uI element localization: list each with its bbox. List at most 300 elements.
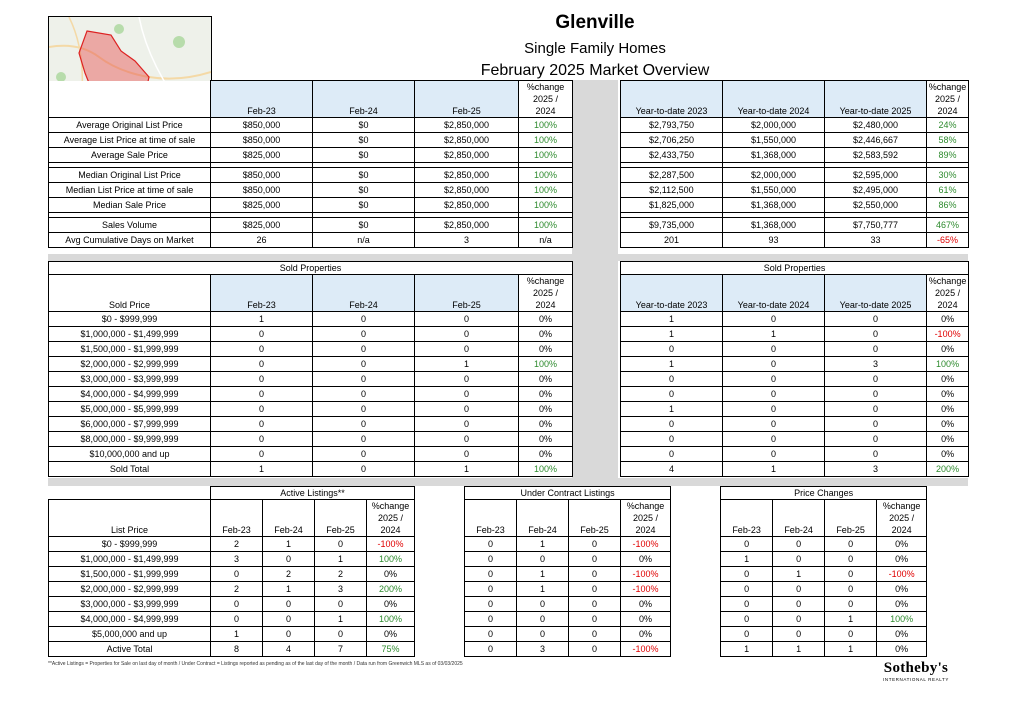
value-cell: 0 [723,402,825,417]
value-cell: 0 [211,387,313,402]
gap-cell [573,81,621,118]
summary-table [48,80,969,248]
value-cell: 0 [773,627,825,642]
row-label: $8,000,000 - $9,999,999 [49,432,211,447]
gap-cell [573,275,621,312]
column-header: Year-to-date 2023 [621,275,723,312]
value-cell: 0 [773,552,825,567]
value-cell: 0 [723,417,825,432]
gap-cell [573,133,621,148]
row-label: $2,000,000 - $2,999,999 [49,357,211,372]
value-cell: 0 [313,357,415,372]
value-cell: 0 [621,372,723,387]
gap-cell [671,597,721,612]
logo-tagline: INTERNATIONAL REALTY [883,677,949,682]
value-cell: 0 [569,612,621,627]
value-cell: 100% [367,612,415,627]
value-cell: 86% [927,198,969,213]
value-cell: 0 [465,567,517,582]
value-cell: 3 [211,552,263,567]
table-row [49,198,969,213]
value-cell: $850,000 [211,133,313,148]
value-cell: 4 [621,462,723,477]
value-cell: $9,735,000 [621,218,723,233]
value-cell: 0 [315,627,367,642]
value-cell: $1,368,000 [723,218,825,233]
row-label: $10,000,000 and up [49,447,211,462]
value-cell: 0 [517,597,569,612]
value-cell: $850,000 [211,118,313,133]
value-cell: 0 [211,342,313,357]
pct-change-header: %change 2025 / 2024 [927,275,969,312]
value-cell: 0 [621,447,723,462]
value-cell: 75% [367,642,415,657]
value-cell: 100% [877,612,927,627]
value-cell: 200% [927,462,969,477]
caption-row [49,487,927,500]
section-caption: Under Contract Listings [465,487,671,500]
row-label: $2,000,000 - $2,999,999 [49,582,211,597]
value-cell: 0 [723,342,825,357]
gap-cell [573,342,621,357]
value-cell: $2,550,000 [825,198,927,213]
value-cell: 0 [415,432,519,447]
value-cell: $850,000 [211,168,313,183]
logo-name: Sotheby's [883,660,949,676]
column-header: Year-to-date 2025 [825,275,927,312]
gap-cell [671,642,721,657]
row-label: Median Sale Price [49,198,211,213]
value-cell: $2,446,667 [825,133,927,148]
row-label: $0 - $999,999 [49,312,211,327]
row-label: Median Original List Price [49,168,211,183]
page-title: Glenville [555,12,635,33]
table-row [49,432,969,447]
value-cell: 100% [927,357,969,372]
value-cell: 0% [621,597,671,612]
row-header: List Price [49,500,211,537]
row-label: $1,000,000 - $1,499,999 [49,327,211,342]
table-row [49,567,927,582]
value-cell: $850,000 [211,183,313,198]
value-cell: 0 [621,432,723,447]
value-cell: n/a [313,233,415,248]
value-cell: 1 [723,462,825,477]
row-label: Median List Price at time of sale [49,183,211,198]
table-row [49,462,969,477]
value-cell: 0 [313,342,415,357]
empty-header [49,81,211,118]
value-cell: 0 [825,552,877,567]
value-cell: 0% [927,447,969,462]
gap-cell [671,612,721,627]
value-cell: 1 [621,357,723,372]
value-cell: $2,850,000 [415,183,519,198]
value-cell: 1 [517,567,569,582]
row-label: $6,000,000 - $7,999,999 [49,417,211,432]
value-cell: 0 [721,537,773,552]
value-cell: 58% [927,133,969,148]
gap-cell [573,327,621,342]
gap-cell [671,567,721,582]
table-row [49,612,927,627]
value-cell: 0 [569,567,621,582]
value-cell: 0 [825,372,927,387]
row-label: $1,000,000 - $1,499,999 [49,552,211,567]
value-cell: 0 [773,537,825,552]
value-cell: 1 [723,327,825,342]
value-cell: 0 [315,597,367,612]
value-cell: 0% [519,312,573,327]
value-cell: 0 [569,537,621,552]
value-cell: 26 [211,233,313,248]
pct-change-header: %change 2025 / 2024 [927,81,969,118]
gap-cell [573,417,621,432]
value-cell: 100% [367,552,415,567]
table-row [49,417,969,432]
value-cell: 1 [621,312,723,327]
value-cell: 100% [519,198,573,213]
value-cell: 200% [367,582,415,597]
gap-cell [573,372,621,387]
row-label: Average Sale Price [49,148,211,163]
value-cell: $1,550,000 [723,133,825,148]
value-cell: 3 [517,642,569,657]
value-cell: 0% [927,417,969,432]
value-cell: 0 [621,417,723,432]
value-cell: 0 [263,552,315,567]
gap-cell [573,432,621,447]
value-cell: 0% [367,627,415,642]
page-subtitle: Single Family Homes [524,40,666,57]
value-cell: 0 [465,552,517,567]
value-cell: 0 [517,627,569,642]
value-cell: 61% [927,183,969,198]
value-cell: 0 [825,342,927,357]
value-cell: $1,550,000 [723,183,825,198]
value-cell: 0 [825,402,927,417]
value-cell: 0 [723,447,825,462]
value-cell: $2,850,000 [415,133,519,148]
report-period: February 2025 Market Overview [480,62,710,79]
row-label: Active Total [49,642,211,657]
value-cell: $825,000 [211,148,313,163]
value-cell: $2,480,000 [825,118,927,133]
column-header: Feb-25 [315,500,367,537]
gap-cell [573,357,621,372]
table-row [49,552,927,567]
sothebys-logo [866,660,966,682]
table-row [49,342,969,357]
value-cell: 100% [519,133,573,148]
value-cell: -100% [621,642,671,657]
gap-cell [573,233,621,248]
pct-change-header: %change 2025 / 2024 [621,500,671,537]
value-cell: 0% [927,342,969,357]
gap-cell [573,168,621,183]
value-cell: 3 [315,582,367,597]
value-cell: 0 [313,417,415,432]
gap-cell [415,487,465,500]
gap-cell [573,402,621,417]
table-row [49,218,969,233]
pct-change-header: %change 2025 / 2024 [519,275,573,312]
value-cell: 0 [211,327,313,342]
gap-cell [415,597,465,612]
value-cell: 0 [721,627,773,642]
value-cell: 1 [721,552,773,567]
value-cell: 0% [519,372,573,387]
row-label: Avg Cumulative Days on Market [49,233,211,248]
value-cell: 30% [927,168,969,183]
table-row [49,168,969,183]
table-row [49,233,969,248]
value-cell: 100% [519,462,573,477]
row-label: $1,500,000 - $1,999,999 [49,567,211,582]
value-cell: 1 [825,642,877,657]
value-cell: 0 [211,372,313,387]
value-cell: $2,595,000 [825,168,927,183]
value-cell: 1 [621,327,723,342]
value-cell: 0 [569,642,621,657]
value-cell: 0 [263,597,315,612]
value-cell: 0 [415,417,519,432]
gap-cell [415,642,465,657]
section-caption: Active Listings** [211,487,415,500]
column-header: Feb-24 [263,500,315,537]
pct-change-header: %change 2025 / 2024 [519,81,573,118]
gap-cell [573,462,621,477]
value-cell: $2,000,000 [723,168,825,183]
pct-change-header: %change 2025 / 2024 [367,500,415,537]
value-cell: 0% [621,612,671,627]
value-cell: $2,000,000 [723,118,825,133]
value-cell: 0 [517,612,569,627]
value-cell: 0 [825,537,877,552]
value-cell: $0 [313,183,415,198]
value-cell: 100% [519,168,573,183]
value-cell: $2,850,000 [415,168,519,183]
value-cell: 0 [465,597,517,612]
value-cell: $0 [313,118,415,133]
sold-properties-table [48,261,969,477]
value-cell: -100% [621,582,671,597]
value-cell: 0 [723,372,825,387]
gap-cell [671,487,721,500]
value-cell: 0 [313,327,415,342]
value-cell: 0 [569,597,621,612]
value-cell: 0 [465,582,517,597]
value-cell: 0% [927,432,969,447]
value-cell: $0 [313,133,415,148]
value-cell: -100% [877,567,927,582]
value-cell: 0 [825,417,927,432]
value-cell: 0 [415,402,519,417]
value-cell: 0% [621,627,671,642]
value-cell: n/a [519,233,573,248]
value-cell: 4 [263,642,315,657]
value-cell: 0 [723,387,825,402]
value-cell: 3 [415,233,519,248]
value-cell: 0 [825,447,927,462]
value-cell: $825,000 [211,198,313,213]
value-cell: 0 [211,402,313,417]
value-cell: 0 [263,627,315,642]
value-cell: 0% [519,447,573,462]
value-cell: 0 [773,597,825,612]
value-cell: 2 [211,582,263,597]
value-cell: -100% [367,537,415,552]
column-header: Feb-24 [517,500,569,537]
value-cell: $1,825,000 [621,198,723,213]
value-cell: 0 [415,312,519,327]
gap-cell [671,500,721,537]
column-header: Feb-25 [825,500,877,537]
value-cell: $2,793,750 [621,118,723,133]
value-cell: 89% [927,148,969,163]
value-cell: 0 [315,537,367,552]
empty-caption [49,487,211,500]
value-cell: 0% [877,552,927,567]
value-cell: 1 [211,312,313,327]
value-cell: 100% [519,218,573,233]
section-caption: Sold Properties [49,262,573,275]
value-cell: $1,368,000 [723,148,825,163]
value-cell: 0% [621,552,671,567]
value-cell: $1,368,000 [723,198,825,213]
table-row [49,148,969,163]
gap-cell [415,500,465,537]
value-cell: 100% [519,118,573,133]
column-header: Year-to-date 2023 [621,81,723,118]
value-cell: 0 [825,327,927,342]
gap-cell [415,612,465,627]
value-cell: 0% [877,627,927,642]
value-cell: 0 [313,312,415,327]
value-cell: 0 [569,582,621,597]
value-cell: 0 [313,372,415,387]
value-cell: 0% [877,582,927,597]
row-label: $5,000,000 - $5,999,999 [49,402,211,417]
value-cell: 0 [723,432,825,447]
row-label: $1,500,000 - $1,999,999 [49,342,211,357]
value-cell: 3 [825,462,927,477]
value-cell: -65% [927,233,969,248]
row-label: Sales Volume [49,218,211,233]
column-header: Feb-24 [313,81,415,118]
gap-cell [415,552,465,567]
value-cell: 0 [415,327,519,342]
value-cell: $0 [313,148,415,163]
row-label: $4,000,000 - $4,999,999 [49,612,211,627]
summary-header-row [49,81,969,118]
value-cell: $7,750,777 [825,218,927,233]
row-label: $0 - $999,999 [49,537,211,552]
value-cell: 100% [519,183,573,198]
table-row [49,402,969,417]
gap-band-row2 [48,478,968,486]
table-row [49,597,927,612]
caption-row [49,262,969,275]
value-cell: 8 [211,642,263,657]
value-cell: $2,850,000 [415,148,519,163]
value-cell: 0% [877,597,927,612]
value-cell: 0% [877,537,927,552]
column-header: Feb-23 [721,500,773,537]
value-cell: 0 [313,447,415,462]
value-cell: 0 [825,432,927,447]
row-label: $3,000,000 - $3,999,999 [49,597,211,612]
gap-cell [415,627,465,642]
value-cell: 2 [315,567,367,582]
column-header: Feb-25 [415,275,519,312]
value-cell: $0 [313,218,415,233]
table-row [49,327,969,342]
value-cell: 0 [313,432,415,447]
column-header: Feb-23 [211,275,313,312]
column-header: Feb-23 [465,500,517,537]
value-cell: 3 [825,357,927,372]
table-row [49,627,927,642]
value-cell: $2,112,500 [621,183,723,198]
value-cell: 0% [927,387,969,402]
gap-cell [573,447,621,462]
value-cell: 0 [211,432,313,447]
row-label: $4,000,000 - $4,999,999 [49,387,211,402]
value-cell: 0 [465,537,517,552]
value-cell: 0 [211,567,263,582]
value-cell: 0 [313,462,415,477]
value-cell: 0 [723,312,825,327]
value-cell: 1 [315,612,367,627]
value-cell: 0 [415,447,519,462]
value-cell: $2,583,592 [825,148,927,163]
value-cell: 0 [721,567,773,582]
value-cell: 0 [465,612,517,627]
value-cell: 0 [415,342,519,357]
value-cell: 0 [465,627,517,642]
value-cell: 100% [519,357,573,372]
value-cell: 24% [927,118,969,133]
table-row [49,118,969,133]
value-cell: 0 [465,642,517,657]
value-cell: $0 [313,198,415,213]
column-header: Feb-24 [313,275,415,312]
value-cell: 93 [723,233,825,248]
value-cell: 0% [519,402,573,417]
gap-cell [671,582,721,597]
value-cell: 0 [773,582,825,597]
value-cell: $2,706,250 [621,133,723,148]
value-cell: 0 [825,627,877,642]
value-cell: 0% [519,327,573,342]
value-cell: 0 [773,612,825,627]
value-cell: 1 [315,552,367,567]
value-cell: 1 [721,642,773,657]
gap-cell [573,262,621,275]
table-row [49,387,969,402]
value-cell: 0 [825,582,877,597]
value-cell: 0 [721,597,773,612]
value-cell: 0 [415,387,519,402]
value-cell: $2,850,000 [415,118,519,133]
value-cell: 2 [211,537,263,552]
section-caption: Price Changes [721,487,927,500]
value-cell: 0 [621,342,723,357]
value-cell: 33 [825,233,927,248]
gap-cell [671,627,721,642]
column-header: Feb-25 [415,81,519,118]
